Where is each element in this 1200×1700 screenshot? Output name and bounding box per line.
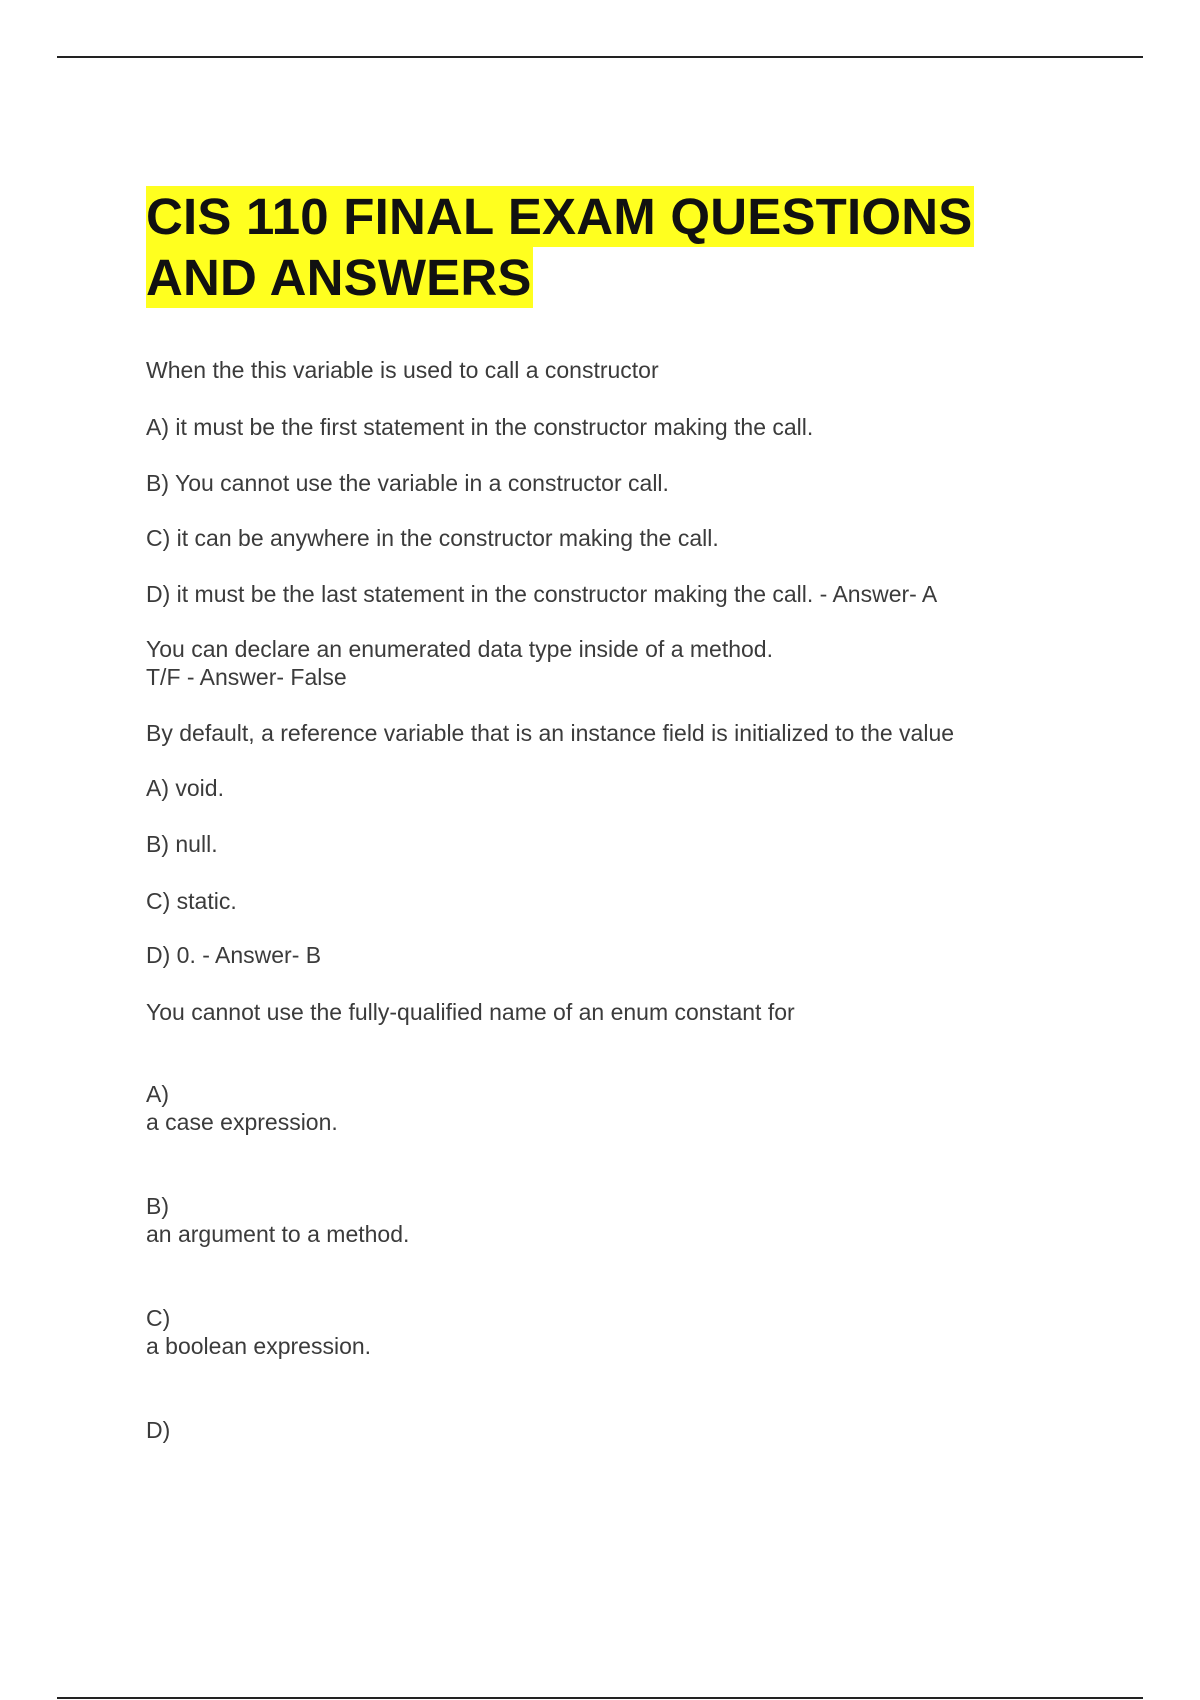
question-1-option-a: A) it must be the first statement in the constructor making the call. — [146, 414, 814, 440]
question-4-text: You cannot use the fully-qualified name of an enum constant for — [146, 999, 795, 1025]
question-2-answer: T/F - Answer- False — [146, 664, 347, 690]
question-3-text: By default, a reference variable that is an instance field is initialized to the value — [146, 720, 955, 746]
question-1-option-c: C) it can be anywhere in the constructor making the call. — [146, 525, 719, 551]
question-4-option-a-label: A) — [146, 1081, 169, 1107]
question-3-option-b: B) null. — [146, 831, 218, 857]
question-4-option-c-label: C) — [146, 1305, 171, 1331]
question-3-option-d-answer: D) 0. - Answer- B — [146, 942, 322, 968]
question-4-option-c-text: a boolean expression. — [146, 1333, 372, 1359]
title-line-1: CIS 110 FINAL EXAM QUESTIONS — [146, 188, 973, 245]
question-1-option-d-answer: D) it must be the last statement in the constructor making the call. - Answer- A — [146, 581, 938, 607]
question-3-option-a: A) void. — [146, 775, 224, 801]
question-1-text: When the this variable is used to call a constructor — [146, 357, 659, 383]
title-line-2: AND ANSWERS — [146, 249, 532, 306]
question-4-option-b-label: B) — [146, 1193, 169, 1219]
question-4-option-d-label: D) — [146, 1417, 171, 1443]
question-4-option-b-text: an argument to a method. — [146, 1221, 410, 1247]
top-rule — [57, 56, 1143, 58]
question-4-option-a-text: a case expression. — [146, 1109, 338, 1135]
document-title — [146, 186, 974, 308]
question-2-text: You can declare an enumerated data type inside of a method. — [146, 636, 773, 662]
question-1-option-b: B) You cannot use the variable in a constructor call. — [146, 470, 669, 496]
question-3-option-c: C) static. — [146, 888, 237, 914]
bottom-rule — [57, 1697, 1143, 1699]
